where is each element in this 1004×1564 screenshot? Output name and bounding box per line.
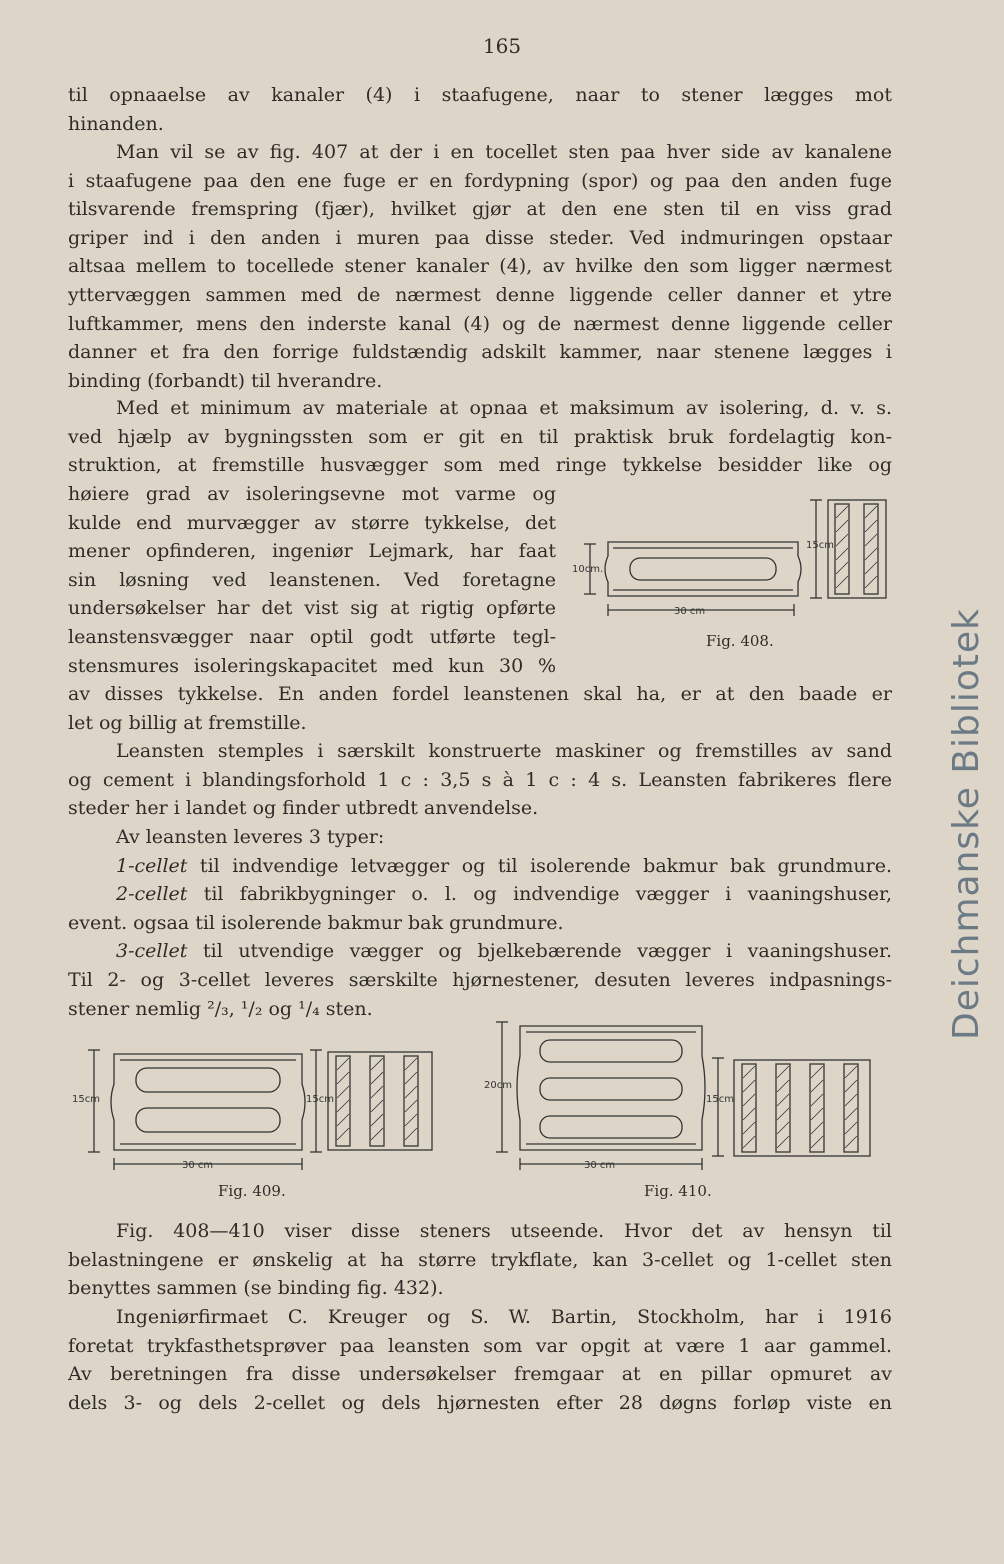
text-line: Fig. 408—410 viser disse steners utseende. Hvor det av hensyn til: [116, 1220, 892, 1242]
type-1-line: [68, 852, 892, 881]
paragraph-3-wrap: [68, 480, 556, 680]
fig409-depth-label: 15cm: [306, 1094, 334, 1105]
type-description: til utvendige vægger og bjelkebærende vægger i vaaningshuser.: [187, 940, 892, 963]
library-watermark: Deichmanske Bibliotek: [946, 607, 987, 1040]
text-line: Med et minimum av materiale at opnaa et maksimum av isolering, d. v. s.: [116, 397, 892, 419]
text-line: luftkammer, mens den inderste kanal (4) og de nærmest denne liggende celler: [68, 312, 892, 335]
paragraph-7: [68, 1217, 892, 1303]
type-description: til fabrikbygninger o. l. og indvendige vægger i vaaningshuser,: [187, 883, 892, 906]
text-line: stener nemlig ²/₃, ¹/₂ og ¹/₄ sten.: [68, 997, 373, 1020]
fig408-depth-label: 15cm: [806, 540, 834, 551]
fig408-width-label: 30 cm: [674, 606, 706, 617]
text-line: i staafugene paa den ene fuge er en fordypning (spor) og paa den anden fuge: [68, 169, 892, 192]
text-line: hinanden.: [68, 112, 164, 135]
text-line: yttervæggen sammen med de nærmest denne liggende celler danner et ytre: [68, 283, 892, 306]
text-line: binding (forbandt) til hverandre.: [68, 369, 383, 392]
paragraph-2: [68, 138, 892, 395]
paragraph-4: [68, 737, 892, 823]
text-line: Av leansten leveres 3 typer:: [116, 826, 385, 848]
figure-410-caption: Fig. 410.: [644, 1182, 712, 1200]
text-line: benyttes sammen (se binding fig. 432).: [68, 1277, 444, 1300]
paragraph-1: [68, 81, 892, 138]
text-line: griper ind i den anden i muren paa disse steder. Ved indmuringen opstaar: [68, 226, 892, 249]
text-line: høiere grad av isoleringsevne mot varme og: [68, 483, 556, 505]
fig410-width-label: 30 cm: [584, 1160, 616, 1171]
text-line: struktion, at fremstille husvægger som med ringe tykkelse besidder like og: [68, 454, 892, 477]
figure-410: [480, 1016, 880, 1180]
paragraph-3: [68, 394, 892, 480]
text-line: Ingeniørfirmaet C. Kreuger og S. W. Bartin, Stockholm, har i 1916: [116, 1306, 892, 1328]
text-line: event. ogsaa til isolerende bakmur bak grundmure.: [68, 911, 564, 934]
figure-409: [70, 1040, 450, 1180]
text-line: Man vil se av fig. 407 at der i en tocellet sten paa hver side av kanalene: [116, 141, 892, 163]
figure-408: [568, 492, 898, 632]
text-line: mener opfinderen, ingeniør Lejmark, har faat: [68, 540, 556, 563]
text-line: Av beretningen fra disse undersøkelser fremgaar at en pillar opmuret av: [68, 1363, 892, 1386]
paragraph-5: [68, 823, 892, 1023]
fig409-width-label: 30 cm: [182, 1160, 214, 1171]
text-line: belastningene er ønskelig at ha større trykflate, kan 3-cellet og 1-cellet sten: [68, 1248, 892, 1271]
figure-408-caption: Fig. 408.: [706, 632, 774, 650]
text-line: sin løsning ved leanstenen. Ved foretagne: [68, 568, 556, 591]
text-line: tilsvarende fremspring (fjær), hvilket gjør at den ene sten til en viss grad: [68, 198, 892, 221]
type-name: 3-cellet: [116, 940, 188, 963]
text-line: altsaa mellem to tocellede stener kanaler (4), av hvilke den som ligger nærmest: [68, 255, 892, 278]
text-line: ved hjælp av bygningssten som er git en til praktisk bruk fordelagtig kon-: [68, 425, 892, 448]
text-line: kulde end murvægger av større tykkelse, det: [68, 511, 556, 534]
paragraph-3-tail: [68, 680, 892, 737]
text-line: foretat trykfasthetsprøver paa leansten som var opgit at være 1 aar gammel.: [68, 1334, 892, 1357]
text-line: til opnaaelse av kanaler (4) i staafugene, naar to stener lægges mot: [68, 84, 892, 106]
text-line: stensmures isoleringskapacitet med kun 30 %: [68, 654, 556, 677]
paragraph-8: [68, 1303, 892, 1417]
text-line: undersøkelser har det vist sig at rigtig opførte: [68, 597, 556, 620]
fig410-height-label: 20cm: [484, 1080, 512, 1091]
text-line: Leansten stemples i særskilt konstruerte maskiner og fremstilles av sand: [116, 740, 892, 762]
text-line: leanstensvægger naar optil godt utførte tegl-: [68, 625, 556, 648]
text-line: dels 3- og dels 2-cellet og dels hjørnesten efter 28 døgns forløp viste en: [68, 1391, 892, 1414]
type-2-line: [68, 880, 892, 909]
text-line: danner et fra den forrige fuldstændig adskilt kammer, naar stenene lægges i: [68, 341, 892, 364]
text-line: steder her i landet og finder utbredt anvendelse.: [68, 797, 539, 820]
page-number: 165: [482, 34, 522, 58]
fig408-height-label: 10cm.: [572, 564, 604, 575]
text-line: Til 2- og 3-cellet leveres særskilte hjørnestener, desuten leveres indpasnings-: [68, 968, 892, 991]
type-name: 2-cellet: [116, 883, 188, 906]
type-3-line: [68, 937, 892, 966]
text-line: og cement i blandingsforhold 1 c : 3,5 s à 1 c : 4 s. Leansten fabrikeres flere: [68, 768, 892, 791]
text-line: let og billig at fremstille.: [68, 711, 307, 734]
fig410-depth-label: 15cm: [706, 1094, 734, 1105]
type-name: 1-cellet: [116, 854, 188, 877]
type-description: til indvendige letvægger og til isolerende bakmur bak grundmure.: [187, 854, 892, 877]
text-line: av disses tykkelse. En anden fordel leanstenen skal ha, er at den baade er: [68, 683, 892, 705]
figure-409-caption: Fig. 409.: [218, 1182, 286, 1200]
fig409-height-label: 15cm: [72, 1094, 100, 1105]
